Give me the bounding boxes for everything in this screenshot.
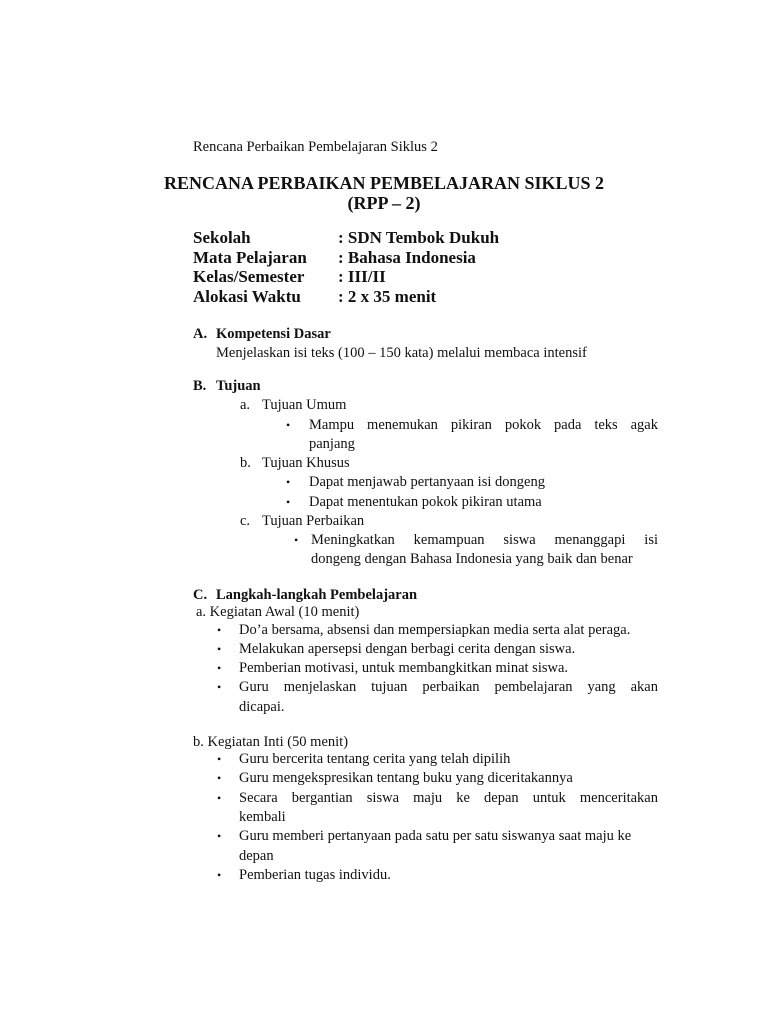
bullet-icon: • bbox=[217, 791, 222, 805]
identity-label-mapel: Mata Pelajaran bbox=[193, 248, 307, 267]
section-a-text: Menjelaskan isi teks (100 – 150 kata) melalui membaca intensif bbox=[216, 345, 587, 361]
bullet-icon: • bbox=[286, 495, 291, 509]
bullet-icon: • bbox=[217, 661, 222, 675]
kegiatan-inti-bullet-5: Pemberian tugas individu. bbox=[239, 867, 391, 883]
section-b-title: Tujuan bbox=[216, 378, 261, 394]
bullet-icon: • bbox=[294, 533, 299, 547]
bullet-icon: • bbox=[217, 829, 222, 843]
kegiatan-awal-label: a. Kegiatan Awal (10 menit) bbox=[196, 604, 360, 620]
kegiatan-inti-bullet-2: Guru mengekspresikan tentang buku yang diceritakannya bbox=[239, 770, 573, 786]
kegiatan-inti-bullet-3-cont: kembali bbox=[239, 809, 286, 825]
tujuan-khusus-marker: b. bbox=[240, 455, 251, 471]
tujuan-umum-marker: a. bbox=[240, 397, 251, 413]
tujuan-umum-label: Tujuan Umum bbox=[262, 397, 347, 413]
identity-label-sekolah: Sekolah bbox=[193, 228, 251, 247]
tujuan-khusus-bullet-2: Dapat menentukan pokok pikiran utama bbox=[309, 494, 542, 510]
bullet-icon: • bbox=[286, 475, 291, 489]
kegiatan-awal-bullet-4-cont: dicapai. bbox=[239, 699, 285, 715]
document-subtitle: (RPP – 2) bbox=[347, 193, 421, 213]
identity-value-mapel: : Bahasa Indonesia bbox=[338, 248, 476, 267]
tujuan-khusus-label: Tujuan Khusus bbox=[262, 455, 350, 471]
bullet-icon: • bbox=[217, 771, 222, 785]
section-a-title: Kompetensi Dasar bbox=[216, 326, 331, 342]
kegiatan-inti-bullet-4: Guru memberi pertanyaan pada satu per satu siswanya saat maju ke bbox=[239, 828, 632, 844]
section-c-title: Langkah-langkah Pembelajaran bbox=[216, 587, 418, 603]
section-c-marker: C. bbox=[193, 587, 208, 603]
kegiatan-inti-bullet-3: Secara bergantian siswa maju ke depan untuk menceritakan bbox=[239, 790, 658, 806]
kegiatan-awal-bullet-2: Melakukan apersepsi dengan berbagi cerita dengan siswa. bbox=[239, 641, 576, 657]
identity-value-sekolah: : SDN Tembok Dukuh bbox=[338, 228, 500, 247]
tujuan-perbaikan-marker: c. bbox=[240, 513, 251, 529]
tujuan-umum-bullet-1: Mampu menemukan pikiran pokok pada teks agak bbox=[309, 417, 658, 433]
kegiatan-inti-bullet-4-cont: depan bbox=[239, 848, 274, 864]
bullet-icon: • bbox=[217, 868, 222, 882]
identity-label-alokasi: Alokasi Waktu bbox=[193, 287, 301, 306]
kegiatan-awal-bullet-3: Pemberian motivasi, untuk membangkitkan minat siswa. bbox=[239, 660, 569, 676]
tujuan-khusus-bullet-1: Dapat menjawab pertanyaan isi dongeng bbox=[309, 474, 545, 490]
identity-value-alokasi: : 2 x 35 menit bbox=[338, 287, 437, 306]
bullet-icon: • bbox=[217, 752, 222, 766]
bullet-icon: • bbox=[217, 642, 222, 656]
identity-value-kelas: : III/II bbox=[338, 267, 386, 286]
document-title: RENCANA PERBAIKAN PEMBELAJARAN SIKLUS 2 bbox=[163, 173, 605, 193]
tujuan-umum-bullet-1-cont: panjang bbox=[309, 436, 355, 452]
kegiatan-inti-label: b. Kegiatan Inti (50 menit) bbox=[193, 734, 349, 750]
bullet-icon: • bbox=[217, 623, 222, 637]
tujuan-perbaikan-bullet-1: Meningkatkan kemampuan siswa menanggapi isi bbox=[311, 532, 658, 548]
kegiatan-awal-bullet-1: Do’a bersama, absensi dan mempersiapkan media serta alat peraga. bbox=[239, 622, 631, 638]
identity-label-kelas: Kelas/Semester bbox=[193, 267, 305, 286]
bullet-icon: • bbox=[217, 680, 222, 694]
tujuan-perbaikan-bullet-1-cont: dongeng dengan Bahasa Indonesia yang baik dan benar bbox=[311, 551, 633, 567]
bullet-icon: • bbox=[286, 418, 291, 432]
page-header: Rencana Perbaikan Pembelajaran Siklus 2 bbox=[193, 139, 438, 155]
kegiatan-awal-bullet-4: Guru menjelaskan tujuan perbaikan pembelajaran yang akan bbox=[239, 679, 658, 695]
kegiatan-inti-bullet-1: Guru bercerita tentang cerita yang telah dipilih bbox=[239, 751, 511, 767]
tujuan-perbaikan-label: Tujuan Perbaikan bbox=[262, 513, 365, 529]
section-b-marker: B. bbox=[193, 378, 207, 394]
section-a-marker: A. bbox=[193, 326, 208, 342]
